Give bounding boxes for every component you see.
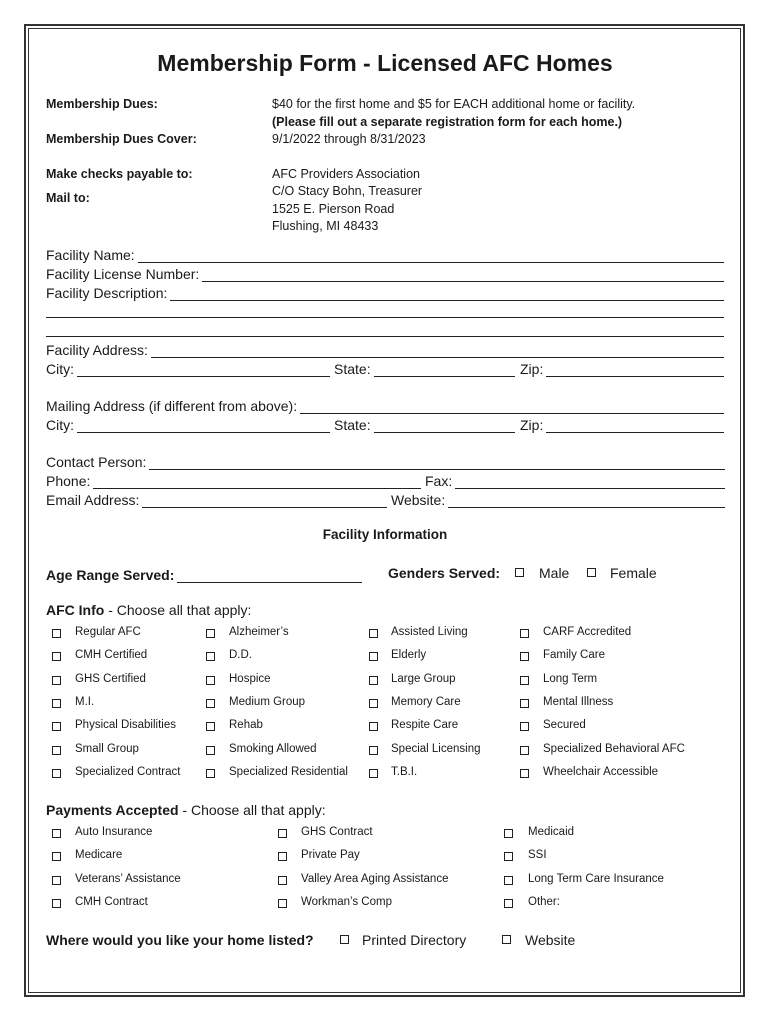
payment-option-label: Workman’s Comp (301, 895, 392, 908)
contact-person-label: Contact Person: (46, 454, 147, 470)
phone-field[interactable] (46, 471, 421, 489)
description-field[interactable] (46, 283, 724, 301)
payment-ssi-checkbox[interactable] (504, 852, 513, 861)
afc-wheelchair-accessible-checkbox[interactable] (520, 769, 529, 778)
afc-option-label: Specialized Behavioral AFC (543, 742, 685, 755)
payment-option-label: Valley Area Aging Assistance (301, 872, 449, 885)
afc-option-label: Large Group (391, 672, 456, 685)
license-number-field[interactable] (46, 264, 724, 282)
payment-option-label: Other: (528, 895, 560, 908)
afc-long-term-checkbox[interactable] (520, 676, 529, 685)
website-field[interactable] (391, 490, 725, 508)
mailing-address-label: Mailing Address (if different from above): (46, 398, 298, 414)
state-field[interactable] (334, 359, 515, 377)
mailing-state-field[interactable] (334, 415, 515, 433)
payments-subtitle: - Choose all that apply: (178, 802, 326, 818)
city-label: City: (46, 361, 74, 377)
afc-medium-group-checkbox[interactable] (206, 699, 215, 708)
listing-question: Where would you like your home listed? (46, 932, 314, 948)
afc-option-label: T.B.I. (391, 765, 418, 778)
form-title: Membership Form - Licensed AFC Homes (157, 50, 613, 76)
afc-option-label: Regular AFC (75, 626, 141, 638)
mail-address-line3: Flushing, MI 48433 (272, 219, 379, 233)
mailing-zip-field[interactable] (520, 415, 724, 433)
afc-option-label: Secured (543, 719, 586, 732)
afc-info-heading (46, 602, 251, 618)
afc-option-label: Physical Disabilities (75, 719, 176, 732)
afc-d-d-checkbox[interactable] (206, 652, 215, 661)
afc-option-label: Mental Illness (543, 695, 614, 708)
afc-specialized-contract-checkbox[interactable] (52, 769, 61, 778)
afc-elderly-checkbox[interactable] (369, 652, 378, 661)
afc-carf-accredited-checkbox[interactable] (520, 629, 529, 638)
description-line-3[interactable] (46, 336, 724, 337)
afc-option-label: Specialized Contract (75, 765, 181, 778)
afc-option-label: CARF Accredited (543, 626, 632, 638)
mail-address-line1: C/O Stacy Bohn, Treasurer (272, 184, 423, 198)
payable-value: AFC Providers Association (272, 167, 420, 181)
afc-option-label: Alzheimer’s (229, 626, 289, 638)
facility-name-line[interactable] (138, 249, 724, 263)
fax-line[interactable] (455, 475, 725, 489)
payment-option-label: CMH Contract (75, 895, 148, 908)
afc-respite-care-checkbox[interactable] (369, 722, 378, 731)
contact-person-line[interactable] (149, 456, 725, 470)
dues-cover-label: Membership Dues Cover: (46, 132, 197, 146)
afc-option-label: Medium Group (229, 695, 306, 708)
email-label: Email Address: (46, 492, 140, 508)
zip-label: Zip: (520, 361, 544, 377)
payment-option-label: Medicare (75, 849, 123, 862)
afc-option-label: Smoking Allowed (229, 742, 317, 755)
payments-heading (46, 802, 326, 818)
payment-ghs-contract-checkbox[interactable] (278, 829, 287, 838)
age-range-field[interactable] (46, 565, 362, 583)
mailing-state-label: State: (334, 417, 371, 433)
mailing-address-field[interactable] (46, 396, 724, 414)
mailing-zip-line[interactable] (546, 419, 724, 433)
city-field[interactable] (46, 359, 330, 377)
email-line[interactable] (142, 494, 387, 508)
payment-option-label: Veterans’ Assistance (75, 872, 181, 885)
afc-info-subtitle: - Choose all that apply: (104, 602, 252, 618)
zip-line[interactable] (546, 363, 724, 377)
afc-option-label: Rehab (229, 719, 263, 732)
afc-memory-care-checkbox[interactable] (369, 699, 378, 708)
payment-option-label: GHS Contract (301, 826, 373, 838)
afc-alzheimer-s-checkbox[interactable] (206, 629, 215, 638)
payment-auto-insurance-checkbox[interactable] (52, 829, 61, 838)
afc-regular-afc-checkbox[interactable] (52, 629, 61, 638)
payment-long-term-care-insurance-checkbox[interactable] (504, 876, 513, 885)
facility-name-field[interactable] (46, 245, 724, 263)
afc-option-label: Hospice (229, 672, 271, 685)
payment-private-pay-checkbox[interactable] (278, 852, 287, 861)
description-line[interactable] (170, 287, 724, 301)
contact-person-field[interactable] (46, 452, 725, 470)
afc-small-group-checkbox[interactable] (52, 746, 61, 755)
afc-option-label: Elderly (391, 649, 427, 662)
afc-specialized-behavioral-afc-checkbox[interactable] (520, 746, 529, 755)
afc-option-label: GHS Certified (75, 672, 146, 685)
facility-address-field[interactable] (46, 340, 724, 358)
female-checkbox[interactable] (587, 568, 596, 577)
payment-option-label: Long Term Care Insurance (528, 872, 664, 885)
afc-smoking-allowed-checkbox[interactable] (206, 746, 215, 755)
facility-info-heading: Facility Information (322, 527, 448, 542)
description-label: Facility Description: (46, 285, 168, 301)
mailing-city-label: City: (46, 417, 74, 433)
description-line-2[interactable] (46, 317, 724, 318)
afc-t-b-i-checkbox[interactable] (369, 769, 378, 778)
afc-mental-illness-checkbox[interactable] (520, 699, 529, 708)
afc-option-label: Wheelchair Accessible (543, 765, 659, 778)
facility-address-label: Facility Address: (46, 342, 148, 358)
payment-medicaid-checkbox[interactable] (504, 829, 513, 838)
membership-dues-text: $40 for the first home and $5 for EACH additional home or facility. (272, 97, 636, 111)
afc-option-label: M.I. (75, 695, 95, 708)
payment-valley-area-aging-assistance-checkbox[interactable] (278, 876, 287, 885)
payment-cmh-contract-checkbox[interactable] (52, 899, 61, 908)
website-line[interactable] (448, 494, 725, 508)
afc-option-label: Special Licensing (391, 742, 481, 755)
fax-field[interactable] (425, 471, 725, 489)
mailing-state-line[interactable] (374, 419, 515, 433)
afc-physical-disabilities-checkbox[interactable] (52, 722, 61, 731)
age-range-line[interactable] (177, 569, 362, 583)
printed-directory-checkbox[interactable] (340, 935, 349, 944)
city-line[interactable] (77, 363, 330, 377)
dues-cover-value: 9/1/2022 through 8/31/2023 (272, 132, 426, 146)
genders-label: Genders Served: (388, 565, 501, 581)
website-listing-label: Website (525, 932, 576, 948)
afc-m-i-checkbox[interactable] (52, 699, 61, 708)
payment-medicare-checkbox[interactable] (52, 852, 61, 861)
email-field[interactable] (46, 490, 387, 508)
afc-special-licensing-checkbox[interactable] (369, 746, 378, 755)
afc-rehab-checkbox[interactable] (206, 722, 215, 731)
mailing-city-line[interactable] (77, 419, 330, 433)
afc-option-label: Assisted Living (391, 626, 468, 638)
payment-option-label: SSI (528, 849, 547, 862)
age-range-label: Age Range Served: (46, 567, 175, 583)
female-label: Female (610, 565, 657, 581)
afc-option-label: Respite Care (391, 719, 459, 732)
payment-other-checkbox[interactable] (504, 899, 513, 908)
printed-directory-label: Printed Directory (362, 932, 467, 948)
payment-option-label: Private Pay (301, 849, 360, 862)
mail-address-line2: 1525 E. Pierson Road (272, 202, 395, 216)
mail-to-label: Mail to: (46, 191, 90, 205)
afc-option-label: Family Care (543, 649, 605, 662)
mailing-zip-label: Zip: (520, 417, 544, 433)
afc-option-label: Specialized Residential (229, 765, 348, 778)
mailing-city-field[interactable] (46, 415, 330, 433)
afc-hospice-checkbox[interactable] (206, 676, 215, 685)
payment-option-label: Auto Insurance (75, 826, 153, 838)
afc-option-label: Memory Care (391, 695, 461, 708)
payment-workman-s-comp-checkbox[interactable] (278, 899, 287, 908)
state-label: State: (334, 361, 371, 377)
license-number-label: Facility License Number: (46, 266, 200, 282)
website-listing-checkbox[interactable] (502, 935, 511, 944)
afc-option-label: Small Group (75, 742, 139, 755)
facility-name-label: Facility Name: (46, 247, 135, 263)
membership-dues-label: Membership Dues: (46, 97, 158, 111)
website-label: Website: (391, 492, 446, 508)
afc-family-care-checkbox[interactable] (520, 652, 529, 661)
state-line[interactable] (374, 363, 515, 377)
male-label: Male (539, 565, 570, 581)
mailing-address-line[interactable] (300, 400, 724, 414)
afc-option-label: D.D. (229, 649, 252, 662)
phone-line[interactable] (93, 475, 421, 489)
afc-cmh-certified-checkbox[interactable] (52, 652, 61, 661)
afc-assisted-living-checkbox[interactable] (369, 629, 378, 638)
phone-label: Phone: (46, 473, 91, 489)
afc-specialized-residential-checkbox[interactable] (206, 769, 215, 778)
afc-option-label: CMH Certified (75, 649, 148, 662)
payable-label: Make checks payable to: (46, 167, 193, 181)
payments-title: Payments Accepted (46, 802, 179, 818)
afc-option-label: Long Term (543, 672, 598, 685)
afc-info-title: AFC Info (46, 602, 105, 618)
fax-label: Fax: (425, 473, 453, 489)
license-number-line[interactable] (202, 268, 724, 282)
afc-secured-checkbox[interactable] (520, 722, 529, 731)
payment-option-label: Medicaid (528, 826, 575, 838)
afc-large-group-checkbox[interactable] (369, 676, 378, 685)
afc-ghs-certified-checkbox[interactable] (52, 676, 61, 685)
membership-dues-note: (Please fill out a separate registration form for each home.) (272, 115, 623, 129)
zip-field[interactable] (520, 359, 724, 377)
male-checkbox[interactable] (515, 568, 524, 577)
facility-address-line[interactable] (151, 344, 724, 358)
payment-veterans-assistance-checkbox[interactable] (52, 876, 61, 885)
